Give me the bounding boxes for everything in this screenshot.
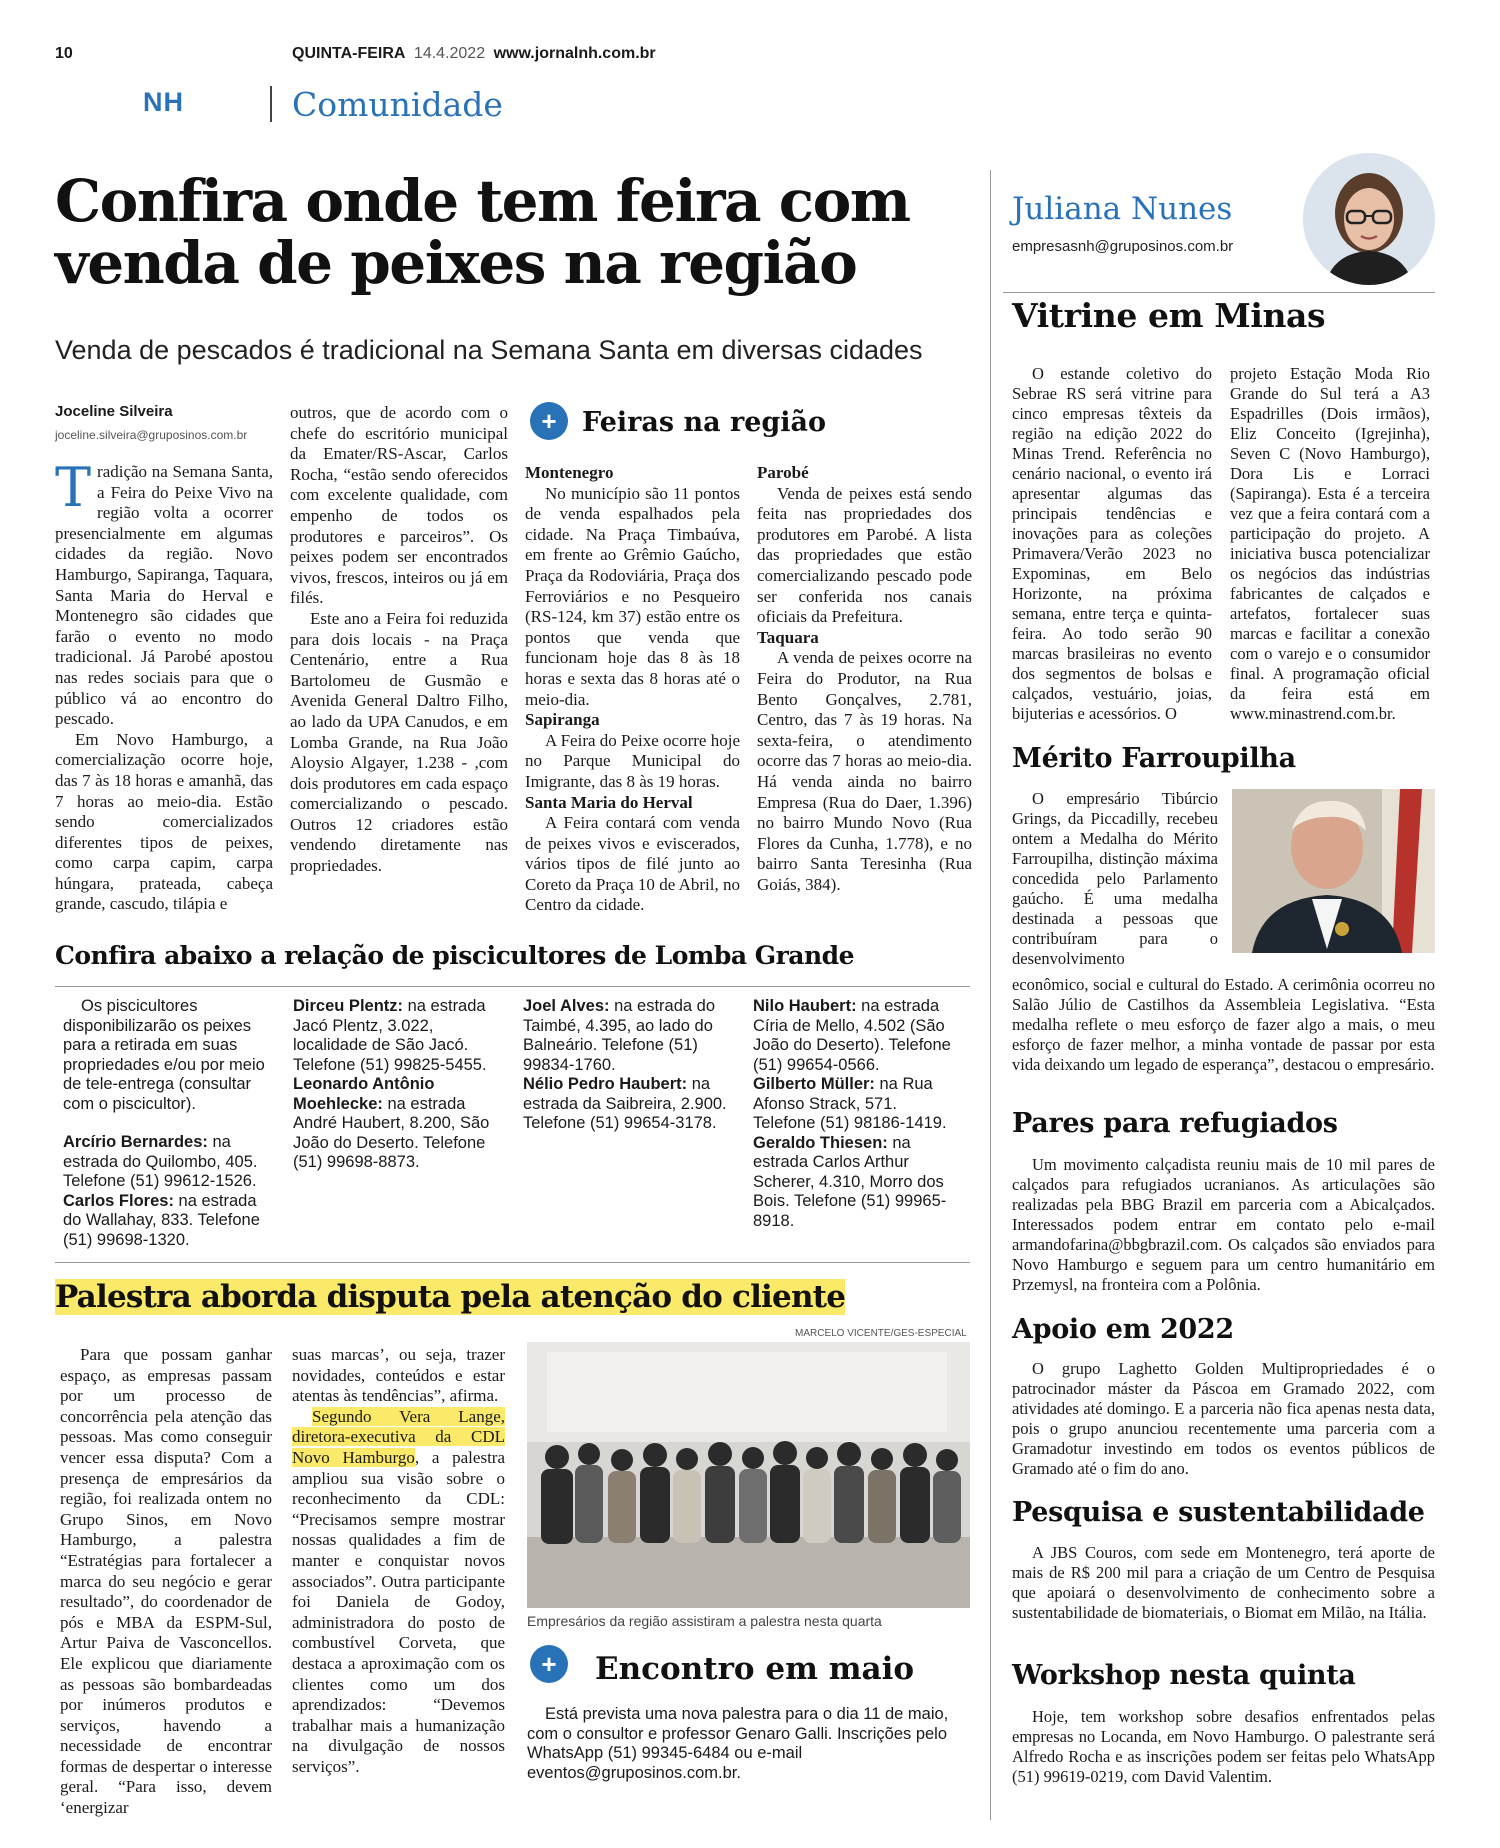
city-name: Parobé: [757, 463, 809, 482]
merito-title: Mérito Farroupilha: [1012, 743, 1296, 774]
apoio-paragraph: O grupo Laghetto Golden Multipropriedades é o patrocinador máster da Páscoa em Gramado 2022, com atividades até domingo. E a parceria não fica apenas nesta data, pois o grupo anunciou recentemente uma parceria com a Gramadotur investindo em todos os eventos públicos de Gramado até o fim do ano.: [1012, 1359, 1435, 1478]
piscicultores-col3: [523, 997, 728, 1134]
piscicultores-col4: [753, 997, 958, 1231]
page-number: 10: [55, 45, 73, 62]
main-subheadline: Venda de pescados é tradicional na Semana Santa em diversas cidades: [55, 335, 923, 365]
encontro-box-title: Encontro em maio: [595, 1651, 915, 1687]
pares-title: Pares para refugiados: [1012, 1108, 1338, 1139]
column-title: Vitrine em Minas: [1012, 296, 1326, 335]
list-item: Leonardo Antônio Moehlecke: na estrada André Haubert, 8.200, São João do Deserto. Telefone (51) 99698-8873.: [293, 1075, 490, 1171]
feiras-box-title: Feiras na região: [582, 407, 827, 438]
pesquisa-title: Pesquisa e sustentabilidade: [1012, 1497, 1425, 1528]
group-photo-image: [527, 1342, 970, 1608]
feiras-col1: [525, 463, 740, 916]
vitrine-col2: [1230, 364, 1430, 724]
list-item: Carlos Flores: na estrada do Wallahay, 833. Telefone (51) 99698-1320.: [63, 1191, 260, 1249]
list-item: Nilo Haubert: na estrada Círia de Mello, 4.502 (São João do Deserto). Telefone (51) 99654-0566.: [753, 997, 951, 1074]
photo-caption: Empresários da região assistiram a palestra nesta quarta: [527, 1613, 882, 1629]
columnist-name: Juliana Nunes: [1012, 191, 1233, 227]
piscicultores-title: Confira abaixo a relação de piscicultores de Lomba Grande: [55, 941, 855, 970]
city-name: Montenegro: [525, 463, 614, 482]
group-photo: [527, 1342, 970, 1608]
merito-paragraph: econômico, social e cultural do Estado. A cerimônia ocorreu no Salão Júlio de Castilhos da Assembleia Legislativa. “Esta medalha reflete o meu esforço de fazer algo a mais, o meu esforço de fazer melhor, a minha vontade de passar por esta vida deixando um legado de esperança”, destacou o empresário.: [1012, 975, 1435, 1074]
city-text: Venda de peixes está sendo feita nas propriedades dos produtores em Parobé. A lista das propriedades que estão comercializando pescado pode ser conferida nos canais oficiais da Prefeitura.: [757, 483, 972, 627]
city-name: Sapiranga: [525, 710, 600, 730]
list-item: Dirceu Plentz: na estrada Jacó Plentz, 3.022, localidade de São Jacó. Telefone (51) 99825-5455.: [293, 997, 487, 1074]
list-item: Arcírio Bernardes: na estrada do Quilombo, 405. Telefone (51) 99612-1526.: [63, 1133, 258, 1190]
feiras-col2: [757, 463, 972, 895]
photo-credit: MARCELO VICENTE/GES-ESPECIAL: [795, 1328, 967, 1339]
header-divider: [270, 86, 272, 122]
website-link[interactable]: www.jornalnh.com.br: [493, 45, 656, 62]
main-headline: [55, 167, 975, 297]
workshop-paragraph: Hoje, tem workshop sobre desafios enfrentados pelas empresas no Locanda, em Novo Hamburgo. O palestrante será Alfredo Rocha e as inscrições podem ser feitas pelo WhatsApp (51) 99619-0219, com David Valentim.: [1012, 1707, 1435, 1786]
piscicultores-col2: [293, 997, 498, 1173]
vitrine-paragraph: O estande coletivo do Sebrae RS será vitrine para cinco empresas têxteis da região na edição 2022 do Minas Trend. Referência no cenário nacional, o evento irá apresentar algumas das principais tendências e inovações para as coleções Primavera/Verão 2023 no Expominas, em Belo Horizonte, na próxima semana, entre terça e quinta-feira. Ao todo serão 90 marcas brasileiras no evento dos segmentos de bolsas e calçados, vestuário, joias, bijuterias e acessórios. O: [1012, 364, 1212, 723]
piscicultores-intro: Os piscicultores disponibilizarão os peixes para a retirada em suas propriedades e/ou por meio de tele-entrega (consultar com o piscicultor).: [63, 997, 265, 1113]
merito-text-a: [1012, 789, 1218, 969]
palestra-paragraph: , a palestra ampliou sua visão sobre o reconhecimento da CDL: “Precisamos sempre mostrar nossas qualidades a fim de manter e conquistar novos associados”. Outra participante foi Daniela de Godoy, administradora do posto de combustível Corveta, que destaca a aproximação com os clientes como um dos aprendizados: “Devemos trabalhar mais a humanização na divulgação de nossos serviços”.: [292, 1447, 505, 1776]
merito-paragraph: O empresário Tibúrcio Grings, da Piccadilly, recebeu ontem a Medalha do Mérito Farroupilha, distinção máxima concedida pelo Parlamento gaúcho. É uma medalha destinada a pessoas que contribuíram para o desenvolvimento: [1012, 789, 1218, 968]
pares-text: [1012, 1155, 1435, 1295]
workshop-text: [1012, 1707, 1435, 1787]
merito-text-b: [1012, 975, 1435, 1075]
columnist-avatar: [1303, 153, 1435, 285]
nh-logo: NH: [143, 87, 184, 117]
apoio-text: [1012, 1359, 1435, 1479]
issue-dateline: [292, 45, 656, 63]
plus-icon: +: [530, 1645, 568, 1683]
pesquisa-text: [1012, 1543, 1435, 1623]
main-article-col1: [55, 456, 273, 915]
encontro-box-text: [527, 1705, 967, 1783]
list-item: Nélio Pedro Haubert: na estrada da Saibreira, 2.900. Telefone (51) 99654-3178.: [523, 1075, 727, 1132]
main-article-col2: [290, 403, 508, 877]
author-email[interactable]: joceline.silveira@gruposinos.com.br: [55, 428, 248, 442]
encontro-text: Está prevista uma nova palestra para o dia 11 de maio, com o consultor e professor Genaro Galli. Inscrições pelo WhatsApp (51) 99345-6484 ou e-mail eventos@gruposinos.com.br.: [527, 1705, 949, 1782]
vitrine-col1: [1012, 364, 1212, 724]
workshop-title: Workshop nesta quinta: [1012, 1660, 1356, 1691]
list-item: Gilberto Müller: na Rua Afonso Strack, 571. Telefone (51) 98186-1419.: [753, 1075, 947, 1132]
author-name: Joceline Silveira: [55, 403, 173, 420]
city-text: A Feira do Peixe ocorre hoje no Parque Municipal do Imigrante, das 8 às 19 horas.: [525, 730, 740, 791]
main-paragraph: Este ano a Feira foi reduzida para dois locais - na Praça Centenário, entre a Rua Bartolomeu de Gusmão e Avenida General Daltro Filho, ao lado da UPA Canudos, e em Lomba Grande, na Rua João Aloysio Algayer, 1.238 - ,com dois produtores em cada espaço comercializando o pescado. Outros 12 criadores estão vendendo diretamente nas propriedades.: [290, 608, 508, 876]
weekday: QUINTA-FEIRA: [292, 45, 406, 62]
divider: [55, 986, 970, 987]
pares-paragraph: Um movimento calçadista reuniu mais de 10 mil pares de calçados para refugiados ucranianos. As articulações são realizadas pela BBG Brazil em parceria com a Abicalçados. Interessados podem entrar em contato pelo e-mail armandofarina@bbgbrazil.com. Os calçados são enviados para Novo Hamburgo e seguem para um centro humanitário em Przemysl, na fronteira com a Polônia.: [1012, 1155, 1435, 1294]
palestra-col2: [292, 1345, 505, 1777]
main-headline-line1: Confira onde tem feira com: [55, 167, 910, 235]
main-headline-line2: venda de peixes na região: [55, 229, 857, 297]
palestra-paragraph: suas marcas’, ou seja, trazer novidades, conteúdos e estar atentas às tendências”, afirma.: [292, 1345, 505, 1406]
main-paragraph: radição na Semana Santa, a Feira do Peixe Vivo na região volta a ocorrer presencialmente em algumas cidades da região. Novo Hamburgo, Sapiranga, Taquara, Santa Maria do Herval e Montenegro são cidades que farão o evento no modo tradicional. Já Parobé apostou nas redes sociais para que o público vá ao encontro do pescado.: [55, 462, 273, 729]
vitrine-paragraph: projeto Estação Moda Rio Grande do Sul terá a A3 Espadrilles (Dois irmãos), Eliz Conceito (Igrejinha), Seven C (Novo Hamburgo), Dora Lis e Lorraci (Sapiranga). Esta é a terceira vez que a feira contará com a participação do projeto. A iniciativa busca potencializar os negócios das indústrias fabricantes de calçados e artefatos, fortalecer suas marcas e facilitar a conexão com o varejo e o consumidor final. A programação oficial da feira está em www.minastrend.com.br.: [1230, 364, 1430, 723]
city-name: Santa Maria do Herval: [525, 792, 693, 812]
pesquisa-paragraph: A JBS Couros, com sede em Montenegro, terá aporte de mais de R$ 200 mil para a criação de um Centro de Pesquisa que apoiará o desenvolvimento de conhecimento sobre a sustentabilidade de biomateriais, o Biomat em Milão, na Itália.: [1012, 1543, 1435, 1622]
column-divider: [990, 170, 991, 1820]
city-text: No município são 11 pontos de venda espalhados pela cidade. Na Praça Timbaúva, em frente ao Grêmio Gaúcho, Praça da Rodoviária, Praça dos Ferroviários e no Pesqueiro (RS-124, km 37) estão entre os pontos que venda que funcionam hoje das 8 às 18 horas e sexta das 8 horas até o meio-dia.: [525, 483, 740, 709]
palestra-col1: [60, 1345, 272, 1819]
issue-date: 14.4.2022: [413, 45, 486, 62]
columnist-email[interactable]: empresasnh@gruposinos.com.br: [1012, 238, 1234, 255]
plus-icon: +: [530, 402, 568, 440]
section-title: Comunidade: [292, 85, 503, 124]
highlighted-quote: Segundo Vera Lange, diretora-executiva da CDL Novo Hamburgo: [292, 1406, 505, 1467]
divider: [1003, 292, 1435, 293]
dropcap: T: [55, 456, 92, 519]
palestra-paragraph: Para que possam ganhar espaço, as empresas passam por um processo de concorrência pela atenção das pessoas. Mas como conseguir vencer essa disputa? Com a presença de empresários da região, foi realizada ontem no Grupo Sinos, em Novo Hamburgo, a palestra “Estratégias para fortalecer a marca do seu negócio e gerar resultado”, do coordenador de pós e MBA da ESPM-Sul, Artur Paiva de Vasconcellos. Ele explicou que diariamente as pessoas são bombardeadas por inúmeros produtos e serviços, havendo a necessidade de encontrar formas de despertar o interesse geral. “Para isso, devem ‘energizar: [60, 1345, 272, 1818]
apoio-title: Apoio em 2022: [1012, 1314, 1234, 1345]
city-text: A Feira contará com venda de peixes vivos e eviscerados, vários tipos de filé junto ao Coreto da Praça 10 de Abril, no Centro da cidade.: [525, 813, 740, 915]
city-name: Taquara: [757, 627, 819, 647]
city-text: A venda de peixes ocorre na Feira do Produtor, na Rua Bento Gonçalves, 2.781, Centro, das 7 às 19 horas. Na sexta-feira, o atendimento ocorre das 7 horas ao meio-dia. Há venda ainda no bairro Empresa (Rua do Daer, 1.396) no bairro Mundo Novo (Rua Flores da Cunha, 1.778), e no bairro Santa Teresinha (Rua Goiás, 384).: [757, 648, 972, 894]
columnist-portrait: [1303, 153, 1435, 285]
piscicultores-col1: [63, 997, 268, 1250]
merito-photo-image: [1232, 789, 1435, 953]
list-item: Joel Alves: na estrada do Taimbé, 4.395, ao lado do Balneário. Telefone (51) 99834-1760.: [523, 997, 716, 1074]
main-paragraph: Em Novo Hamburgo, a comercialização ocorre hoje, das 7 às 18 horas e amanhã, das 7 horas ao meio-dia. Estão sendo comercializados diferentes tipos de peixes, como carpa capim, carpa húngara, prateada, cabeça grande, cascudo, tilápia e: [55, 729, 273, 914]
palestra-headline: Palestra aborda disputa pela atenção do cliente: [55, 1279, 846, 1315]
merito-photo: [1232, 789, 1435, 953]
divider: [55, 1262, 970, 1263]
list-item: Geraldo Thiesen: na estrada Carlos Arthur Scherer, 4.310, Morro dos Bois. Telefone (51) 99965-8918.: [753, 1133, 947, 1230]
main-paragraph: outros, que de acordo com o chefe do escritório municipal da Emater/RS-Ascar, Carlos Rocha, “estão sendo oferecidos com excelente qualidade, com empenho de todos os produtores e parceiros”. Os peixes podem ser encontrados vivos, frescos, inteiros ou já em filés.: [290, 403, 508, 608]
